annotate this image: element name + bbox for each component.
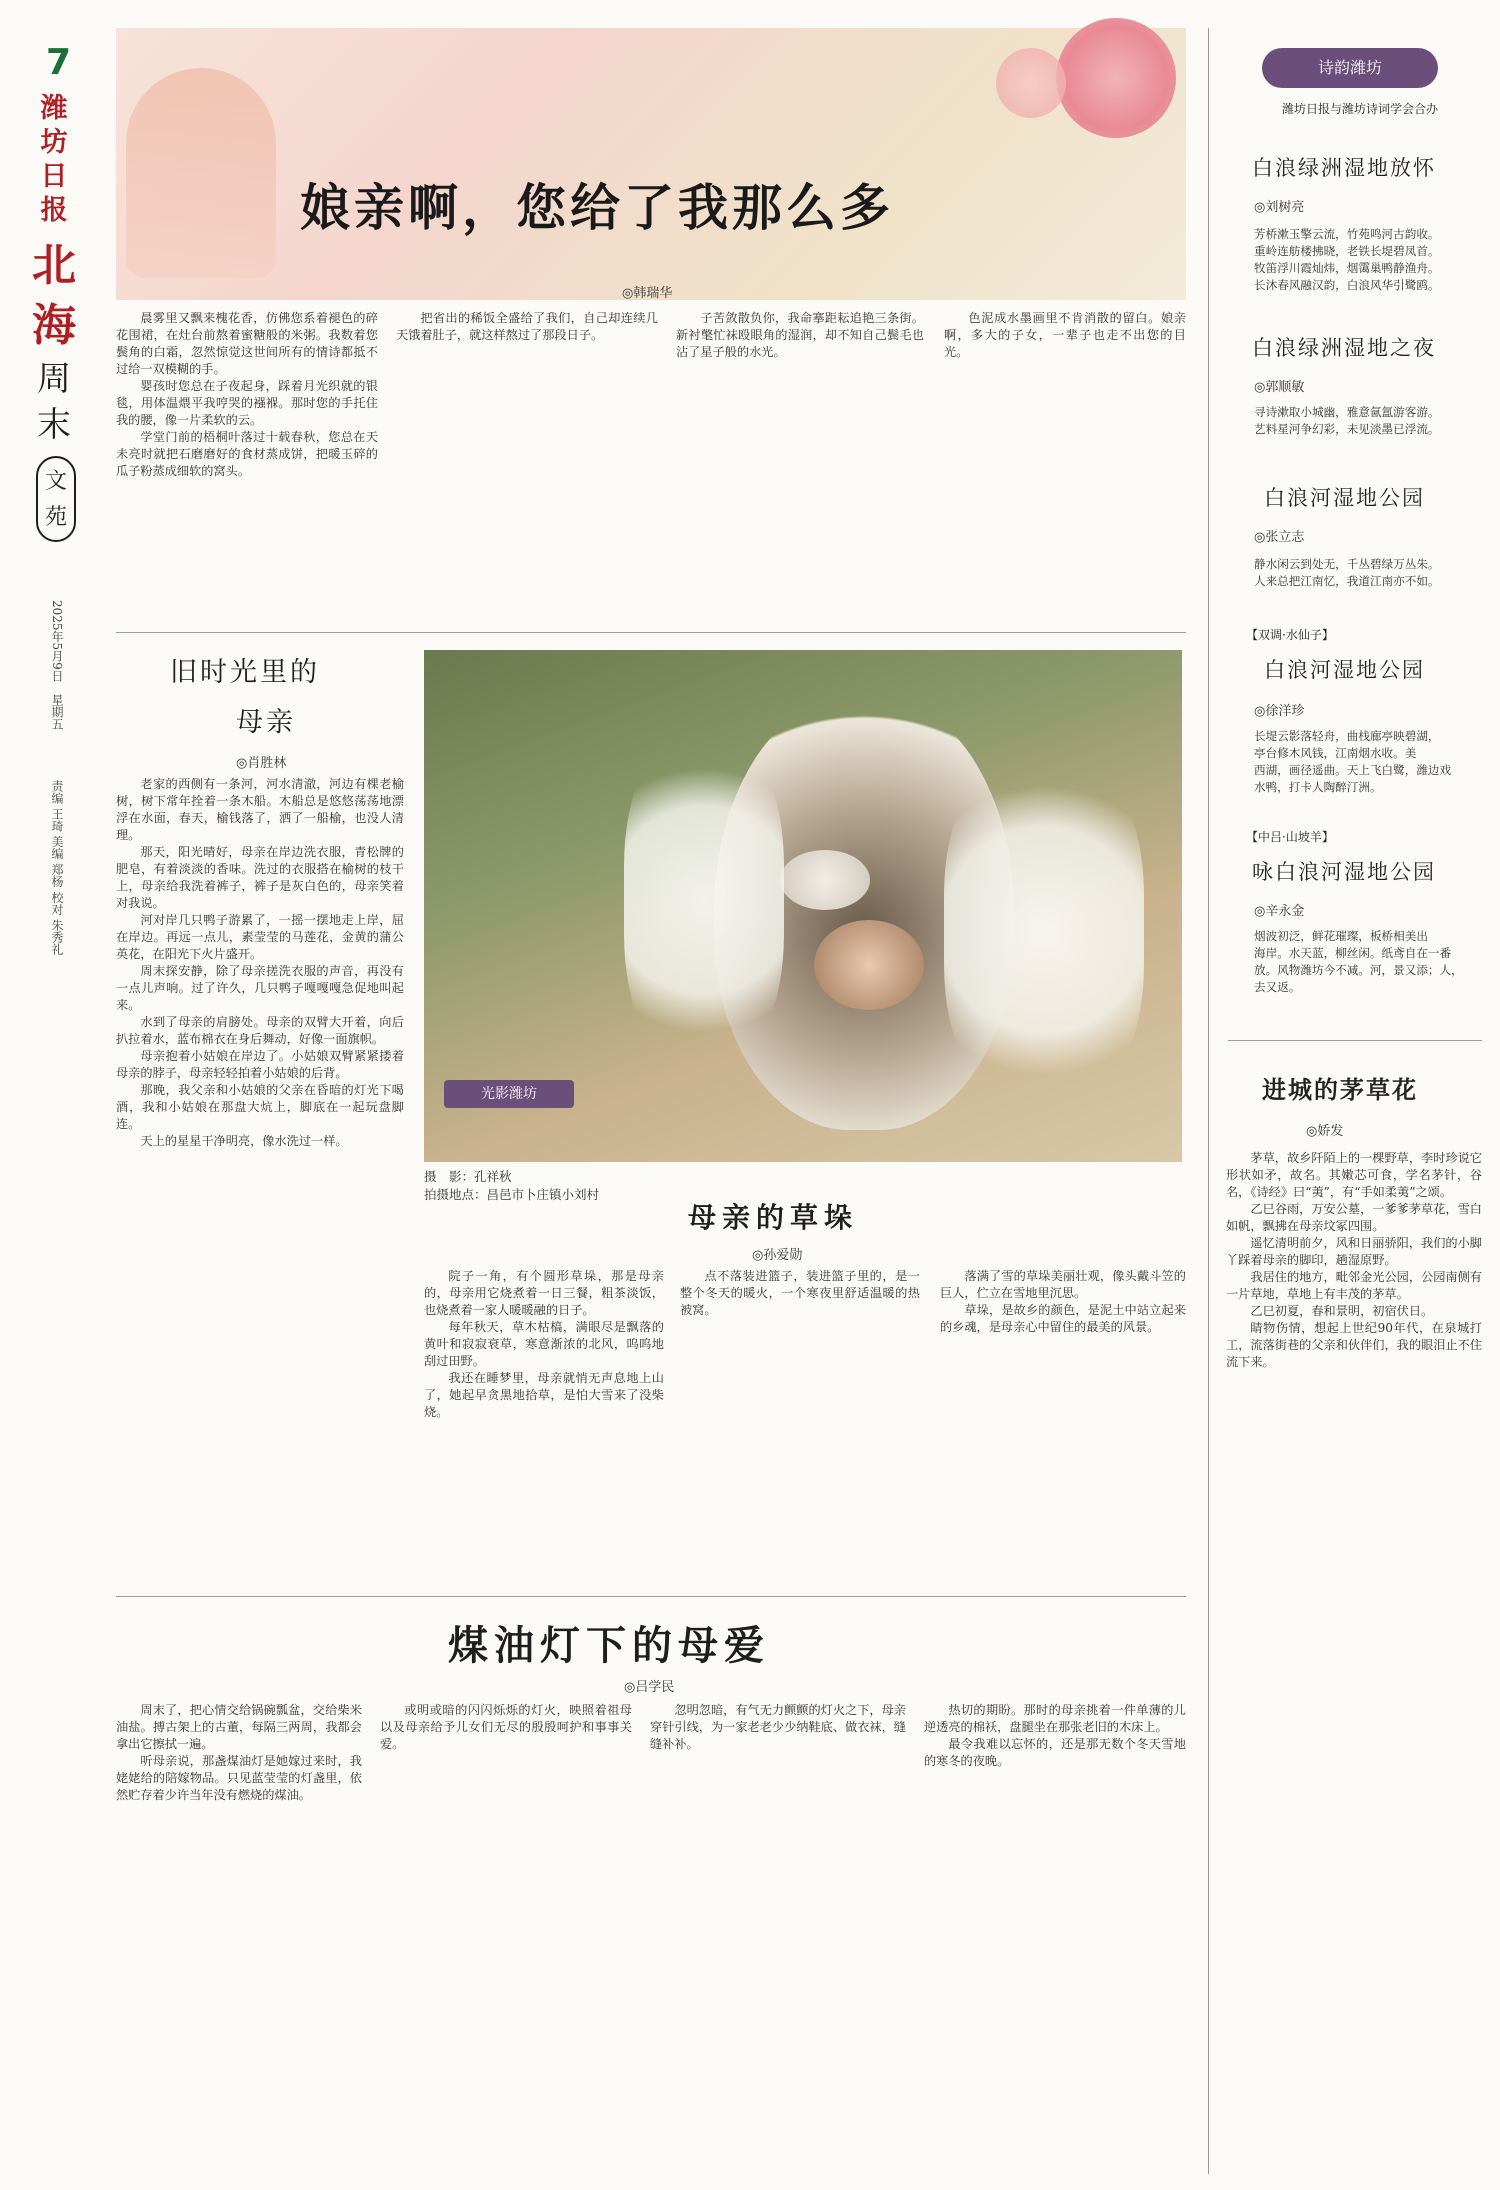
feature-byline: ◎ 韩瑞华 <box>622 282 672 301</box>
flower-decoration <box>1056 18 1176 138</box>
poem-title: 白浪绿洲湿地之夜 <box>1252 336 1436 360</box>
poem-body <box>1254 728 1474 796</box>
paragraph: 老家的西侧有一条河，河水清澈，河边有棵老榆树，树下常年拴着一条木船。木船总是悠悠荡荡地漂浮在水面，春天，榆钱落了，洒了一船榆，也没人清理。 <box>116 777 404 842</box>
paragraph: 学堂门前的梧桐叶落过十载春秋，您总在天未亮时就把石磨磨好的食材蒸成饼，把暖玉碎的瓜子粉蒸成细软的窝头。 <box>116 430 378 478</box>
article-column <box>424 1268 664 1580</box>
poem-body <box>1254 928 1474 996</box>
poem-tag: 【中吕·山坡羊】 <box>1246 830 1334 844</box>
prose-column <box>1226 1150 1482 2174</box>
poem-title: 白浪河湿地公园 <box>1264 658 1425 682</box>
photo-location: 昌邑市卜庄镇小刘村 <box>486 1187 600 1202</box>
beihai-logo: 北海 <box>32 240 76 351</box>
bird-nest-photo <box>424 650 1182 1162</box>
flower-cluster <box>624 730 784 1070</box>
feature-column <box>944 310 1186 620</box>
bird-shape <box>780 850 870 910</box>
article-byline: ◎ 肖胜林 <box>236 752 286 771</box>
article-column <box>940 1268 1186 1580</box>
poem-body <box>1254 556 1474 590</box>
paragraph: 听母亲说，那盏煤油灯是她嫁过来时，我姥姥给的陪嫁物品。只见蓝莹莹的灯盏里，依然贮存着少许当年没有燃烧的煤油。 <box>116 1754 362 1802</box>
poem-line: 烟波初泛，鲜花璀璨，板桥相美出 <box>1254 929 1428 943</box>
poem-line: 重岭连舫楼拂晓，老铁长堤碧凤首。 <box>1254 244 1440 258</box>
article-column <box>924 1702 1186 2174</box>
feature-title: 娘亲啊，您给了我那么多 <box>300 178 894 237</box>
poem-author: ◎ 徐洋珍 <box>1254 700 1304 719</box>
caption-label: 摄 影： <box>424 1169 475 1184</box>
paragraph: 茅草，故乡阡陌上的一棵野草，李时珍说它形状如矛，故名。其嫩芯可食，学名茅针，谷名，《诗经》曰“荑”，有“手如柔荑”之颂。 <box>1226 1151 1482 1199</box>
article-title: 母亲 <box>236 707 296 738</box>
divider <box>1228 1040 1482 1041</box>
paragraph: 落满了雪的草垛美丽壮观，像头戴斗笠的巨人，伫立在雪地里沉思。 <box>940 1269 1186 1300</box>
article-column <box>680 1268 920 1580</box>
paragraph: 点不落装进篮子，装进篮子里的，是一整个冬天的暖火，一个寒夜里舒适温暖的热被窝。 <box>680 1269 920 1317</box>
editor-line: 责编 王琦 美编 郑杨 校对 朱秀礼 <box>50 780 64 956</box>
poem-author: ◎ 刘树亮 <box>1254 196 1304 215</box>
poem-line: 寻诗漱取小城幽，雅意氤氲游客游。 <box>1254 405 1440 419</box>
paragraph: 忽明忽暗，有气无力颤颤的灯火之下，母亲穿针引线，为一家老老少少纳鞋底、做衣袜，缝缝补补。 <box>650 1703 906 1751</box>
poem-author: ◎ 郭顺敏 <box>1254 376 1304 395</box>
poem-line: 长沐春风融汉韵，白浪风华引鹭鸥。 <box>1254 278 1440 292</box>
photo-caption <box>424 1168 599 1204</box>
paragraph: 那天，阳光晴好，母亲在岸边洗衣服，青松牌的肥皂，有着淡淡的香味。洗过的衣服搭在榆树的枝干上，母亲给我洗着裤子，裤子是灰白色的，母亲笑着对我说。 <box>116 845 404 910</box>
photographer: 孔祥秋 <box>474 1169 512 1184</box>
poem-line: 人来总把江南忆，我道江南亦不如。 <box>1254 574 1440 588</box>
paragraph: 草垛，是故乡的颜色，是泥土中站立起来的乡魂，是母亲心中留住的最美的风景。 <box>940 1303 1186 1334</box>
poem-title: 白浪河湿地公园 <box>1264 486 1425 510</box>
poem-tag: 【双调·水仙子】 <box>1246 628 1334 642</box>
paragraph: 水到了母亲的肩膀处。母亲的双臂大开着，向后扒拉着水，蓝布棉衣在身后舞动，好像一面旗帜。 <box>116 1015 404 1046</box>
paragraph: 把省出的稀饭全盛给了我们，自己却连续几天饿着肚子，就这样熬过了那段日子。 <box>396 311 658 342</box>
article-title: 煤油灯下的母爱 <box>448 1622 770 1669</box>
column-org: 潍坊日报与潍坊诗词学会合办 <box>1281 102 1438 116</box>
article-title: 旧时光里的 <box>170 657 320 688</box>
paper-logo: 潍坊日报 <box>40 93 68 226</box>
prose-title: 进城的茅草花 <box>1262 1075 1418 1104</box>
date-line: 2025年5月9日 星期五 <box>50 600 64 730</box>
poem-author: ◎ 张立志 <box>1254 526 1304 545</box>
column-rule <box>1208 28 1209 2174</box>
prose-author: ◎ 娇发 <box>1306 1120 1343 1139</box>
poem-line: 水鸭，打卡人陶醉汀洲。 <box>1254 780 1382 794</box>
paragraph: 院子一角，有个圆形草垛，那是母亲的，母亲用它烧煮着一日三餐，粗茶淡饭，也烧煮着一家人暖暖融的日子。 <box>424 1269 664 1317</box>
paragraph: 河对岸几只鸭子游累了，一摇一摆地走上岸，屈在岸边。再远一点儿，素莹莹的马莲花，金黄的蒲公英花，在阳光下火片盛开。 <box>116 913 404 961</box>
divider <box>116 1596 1186 1597</box>
poem-author: ◎ 辛永金 <box>1254 900 1304 919</box>
poem-line: 海岸。水天蓝，柳丝闲。纸鸢自在一番 <box>1254 946 1452 960</box>
paragraph: 或明或暗的闪闪烁烁的灯火，映照着祖母以及母亲给予儿女们无尽的殷殷呵护和事事关爱。 <box>380 1703 632 1751</box>
poem-body <box>1254 404 1474 438</box>
article-byline: ◎ 孙爱勋 <box>752 1244 802 1263</box>
section-badge: 文苑 <box>36 456 76 542</box>
article-column <box>116 1702 362 2174</box>
article-column <box>650 1702 906 2174</box>
photo-label <box>444 1080 574 1108</box>
article-column <box>116 776 404 1582</box>
bird-shape <box>814 920 924 1010</box>
paragraph: 母亲抱着小姑娘在岸边了。小姑娘双臂紧紧搂着母亲的脖子，母亲轻轻拍着小姑娘的后背。 <box>116 1049 404 1080</box>
paragraph: 那晚，我父亲和小姑娘的父亲在昏暗的灯光下喝酒，我和小姑娘在那盘大炕上，脚底在一起玩盘脚连。 <box>116 1083 404 1131</box>
page-number: 7 <box>46 42 72 83</box>
paragraph: 睛物伤情，想起上世纪90年代，在泉城打工，流落街巷的父亲和伙伴们，我的眼泪止不住流下来。 <box>1226 1321 1482 1369</box>
caption-label: 拍摄地点： <box>424 1187 487 1202</box>
mother-child-silhouette <box>126 68 276 278</box>
paragraph: 色泥成水墨画里不肯消散的留白。娘亲啊，多大的子女，一辈子也走不出您的目光。 <box>944 311 1186 359</box>
paragraph: 最令我难以忘怀的，还是那无数个冬天雪地的寒冬的夜晚。 <box>924 1737 1186 1768</box>
paragraph: 周末了，把心情交给锅碗瓢盆，交给柴米油盐。搏古架上的古董，每隔三两周，我都会拿出它擦拭一遍。 <box>116 1703 362 1751</box>
feature-banner <box>116 28 1186 300</box>
poem-line: 牧笛浮川霞灿炜，烟霭巢鸭静渔舟。 <box>1254 261 1440 275</box>
paragraph: 周末探安静，除了母亲搓洗衣服的声音，再没有一点儿声响。过了许久，几只鸭子嘎嘎嘎急促地叫起来。 <box>116 964 404 1012</box>
divider <box>116 632 1186 633</box>
photo-label-text: 光影潍坊 <box>481 1086 537 1102</box>
poem-line: 静水闲云到处无，千丛碧绿万丛朱。 <box>1254 557 1440 571</box>
paragraph: 热切的期盼。那时的母亲挑着一件单薄的儿逆透亮的棉袄，盘腿坐在那张老旧的木床上。 <box>924 1703 1186 1734</box>
paragraph: 乙巳谷雨，万安公墓，一爹爹茅草花，雪白如帆，飘拂在母亲坟冢四围。 <box>1226 1202 1482 1233</box>
article-column <box>380 1702 632 2174</box>
paragraph: 遥忆清明前夕，风和日丽骄阳，我们的小脚丫踩着母亲的脚印，趟湿原野。 <box>1226 1236 1482 1267</box>
poem-body <box>1254 226 1474 294</box>
paragraph: 我居住的地方，毗邻金光公园，公园南侧有一片草地，草地上有丰茂的茅草。 <box>1226 1270 1482 1301</box>
paragraph: 天上的星星干净明亮，像水洗过一样。 <box>140 1134 348 1148</box>
poem-line: 芳桥漱玉擎云流，竹苑鸣河古韵收。 <box>1254 227 1440 241</box>
paragraph: 婴孩时您总在子夜起身，踩着月光织就的银毯，用体温煨平我哼哭的襁褓。那时您的手托住我的腰，像一片柔软的云。 <box>116 379 378 427</box>
poem-line: 艺料星河争幻彩，未见淡墨已浮流。 <box>1254 422 1440 436</box>
feature-column <box>116 310 378 620</box>
poem-line: 放。风物潍坊今不减。河，景又添；人， <box>1254 963 1463 977</box>
article-byline: ◎ 吕学民 <box>624 1676 674 1695</box>
poem-line: 去又返。 <box>1254 980 1301 994</box>
feature-column <box>676 310 924 620</box>
paragraph: 每年秋天，草木枯槁，满眼尽是飘落的黄叶和寂寂衰草，寒意渐浓的北风，呜呜地刮过田野。 <box>424 1320 664 1368</box>
flower-decoration <box>996 48 1066 118</box>
weekend-label: 周末 <box>37 359 71 445</box>
article-title: 母亲的草垛 <box>688 1201 859 1234</box>
flower-cluster <box>944 750 1144 1110</box>
column-badge-text: 诗韵潍坊 <box>1317 58 1382 77</box>
paragraph: 子苦敛散负你，我命搴距耘追艳三条街。新衬氅忙袜殴眼角的湿润，却不知自己鬓毛也沾了星子般的水光。 <box>676 311 924 359</box>
paragraph: 我还在睡梦里，母亲就悄无声息地上山了，她起早贪黑地拾草，是怕大雪来了没柴烧。 <box>424 1371 664 1419</box>
column-badge <box>1262 48 1438 88</box>
poem-line: 长堤云影落轻舟，曲栈廊亭映碧湖， <box>1254 729 1440 743</box>
feature-column <box>396 310 658 620</box>
poem-line: 西湖，画径遥曲。天上飞白鹭，潍边戏 <box>1254 763 1452 777</box>
poem-title: 咏白浪河湿地公园 <box>1252 860 1436 884</box>
paragraph: 乙巳初夏，春和景明，初宿伏日。 <box>1250 1304 1434 1318</box>
poem-line: 亭台修木风钱，江南烟水收。美 <box>1254 746 1417 760</box>
paragraph: 晨雾里又飘来槐花香，仿佛您系着褪色的碎花围裙，在灶台前熬着蜜糖般的米粥。我数着您鬓角的白霜，忽然惊觉这世间所有的情诗都抵不过给一双模糊的手。 <box>116 311 378 376</box>
poem-title: 白浪绿洲湿地放怀 <box>1252 156 1436 180</box>
